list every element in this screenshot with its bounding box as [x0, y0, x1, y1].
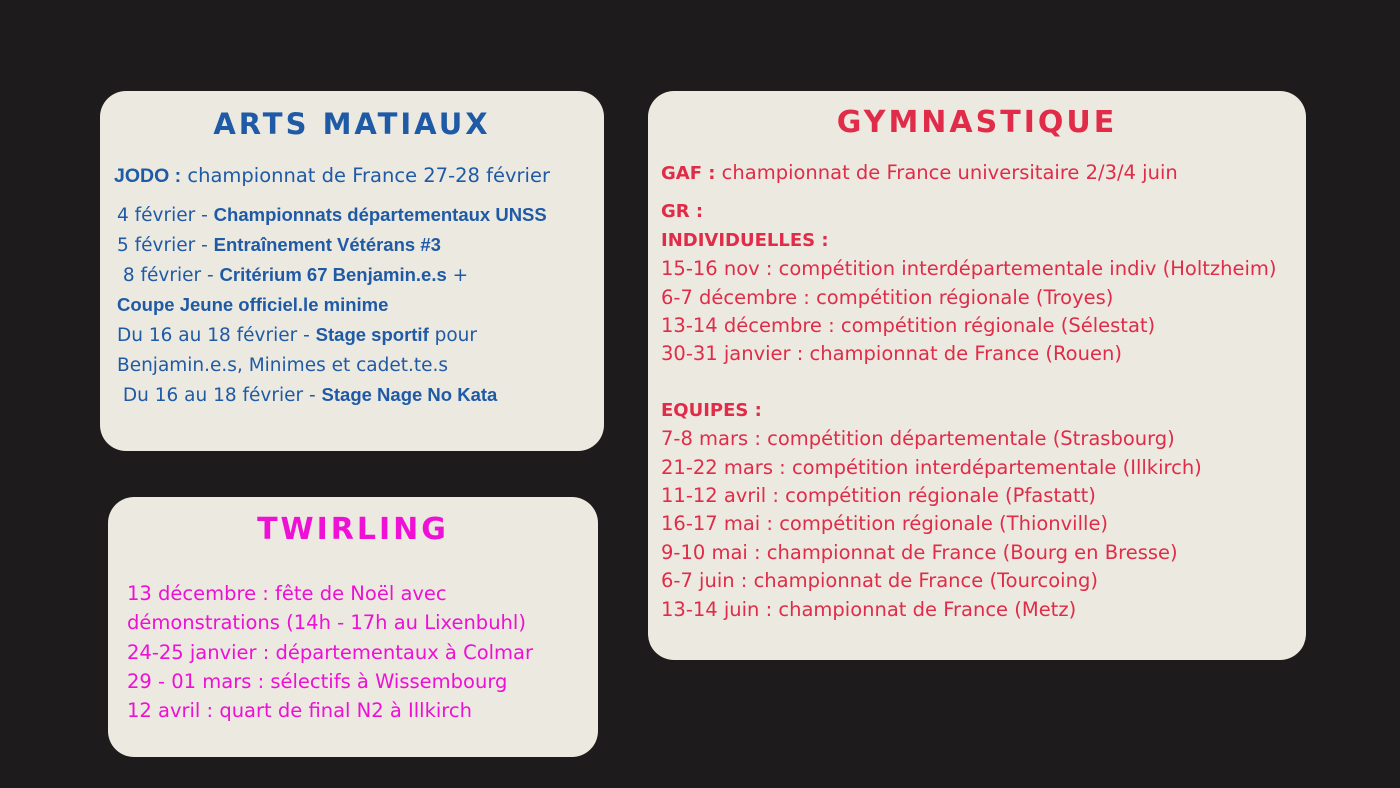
gaf-line: [661, 159, 1302, 188]
twirling-list: [127, 579, 592, 725]
event-suffix: pour: [428, 325, 478, 346]
list-item: [117, 350, 596, 380]
list-item: 30-31 janvier : championnat de France (Rouen): [661, 342, 1122, 366]
arts-martiaux-list: [114, 161, 596, 410]
list-item: 7-8 mars : compétition départementale (Strasbourg): [661, 427, 1175, 451]
event-name: Coupe Jeune officiel.le minime: [117, 294, 389, 315]
list-item: 16-17 mai : compétition régionale (Thionville): [661, 512, 1109, 536]
event-name: Critérium 67 Benjamin.e.s: [219, 264, 447, 285]
equipes-label: EQUIPES :: [661, 399, 762, 421]
list-item: 6-7 juin : championnat de France (Tourcoing): [661, 569, 1098, 593]
list-item: 29 - 01 mars : sélectifs à Wissembourg: [127, 669, 508, 693]
list-item: 12 avril : quart de final N2 à Illkirch: [127, 699, 472, 723]
list-item: 13-14 juin : championnat de France (Metz): [661, 597, 1077, 621]
event-date: 8 février -: [117, 265, 220, 286]
event-name: Stage Nage No Kata: [321, 384, 498, 405]
list-item: [117, 260, 596, 290]
list-item: [117, 320, 596, 350]
event-date: Benjamin.e.s, Minimes et cadet.te.s: [117, 355, 449, 376]
list-item: 15-16 nov : compétition interdépartementale indiv (Holtzheim): [661, 257, 1277, 281]
gaf-label: GAF :: [661, 163, 716, 184]
list-item: [117, 200, 596, 230]
gr-label: GR :: [661, 201, 704, 223]
event-date: 5 février -: [117, 235, 214, 256]
list-item: 13 décembre : fête de Noël avec: [127, 582, 447, 605]
individuelles-label: INDIVIDUELLES :: [661, 229, 829, 251]
arts-martiaux-title: ARTS MATIAUX: [213, 107, 491, 141]
jodo-label: JODO :: [114, 165, 182, 187]
event-name: Stage sportif: [315, 324, 429, 345]
jodo-text: championnat de France 27-28 février: [181, 164, 550, 187]
twirling-title: TWIRLING: [257, 512, 449, 547]
event-date: Du 16 au 18 février -: [117, 385, 322, 406]
event-name: Entraînement Vétérans #3: [213, 234, 441, 255]
list-item: 21-22 mars : compétition interdépartementale (Illkirch): [661, 455, 1202, 479]
jodo-line: [114, 161, 596, 191]
event-date: Du 16 au 18 février -: [117, 325, 316, 346]
list-item: 13-14 décembre : compétition régionale (Sélestat): [661, 314, 1156, 338]
event-name: Championnats départementaux UNSS: [213, 204, 547, 225]
list-item: démonstrations (14h - 17h au Lixenbuhl): [127, 611, 526, 635]
list-item: 11-12 avril : compétition régionale (Pfastatt): [661, 484, 1096, 508]
gaf-text: championnat de France universitaire 2/3/4 juin: [715, 161, 1178, 184]
list-item: 9-10 mai : championnat de France (Bourg en Bresse): [661, 540, 1178, 564]
list-item: [117, 380, 596, 410]
gymnastique-card: [648, 91, 1306, 660]
event-suffix: +: [446, 265, 469, 286]
event-date: 4 février -: [117, 205, 214, 226]
twirling-card: [108, 497, 598, 757]
list-item: 24-25 janvier : départementaux à Colmar: [127, 640, 534, 664]
spacer: [661, 369, 1302, 397]
list-item: 6-7 décembre : compétition régionale (Troyes): [661, 285, 1114, 309]
gymnastique-title: GYMNASTIQUE: [836, 105, 1118, 140]
arts-martiaux-card: [100, 91, 604, 451]
list-item: [117, 230, 596, 260]
list-item: [117, 290, 596, 320]
gymnastique-list: [661, 159, 1302, 624]
